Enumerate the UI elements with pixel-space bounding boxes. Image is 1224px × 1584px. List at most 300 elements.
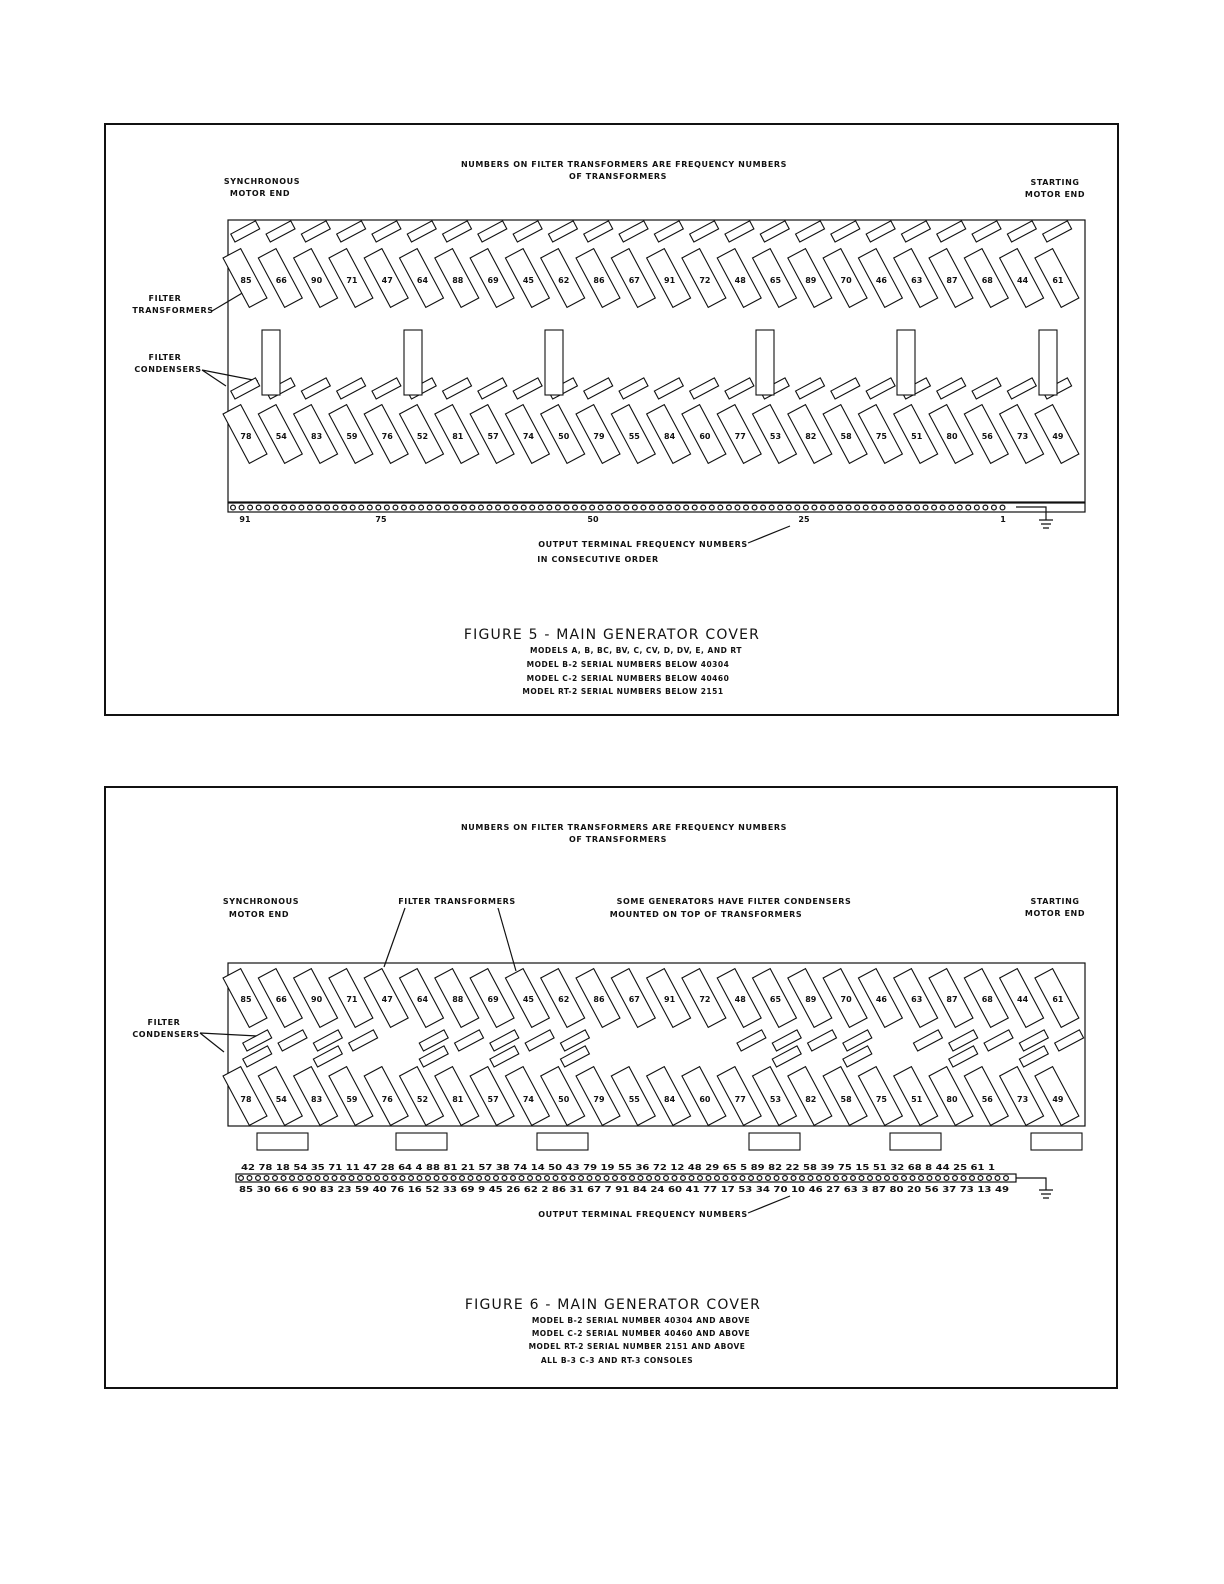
- fig5-ground-icon: [1016, 507, 1053, 528]
- fig5-terminal: [410, 505, 415, 510]
- fig5-terminal: [718, 505, 723, 510]
- fig5-terminal: [821, 505, 826, 510]
- fig5-terminal: [838, 505, 843, 510]
- fig5-terminal: [752, 505, 757, 510]
- fig5-terminal: [872, 505, 877, 510]
- fig6-top-number: 90: [311, 995, 323, 1004]
- fig6-terminal: [426, 1176, 431, 1181]
- fig6-bottom-number: 54: [275, 1095, 287, 1104]
- fig6-terminal: [273, 1176, 278, 1181]
- fig5-terminal: [632, 505, 637, 510]
- fig6-filter-transformers-label: FILTER TRANSFORMERS: [398, 897, 516, 906]
- fig6-top-number: 71: [346, 995, 358, 1004]
- fig5-terminal: [530, 505, 535, 510]
- fig5-terminal-marker-50: 50: [587, 515, 599, 524]
- fig6-bottom-number: 80: [946, 1095, 958, 1104]
- fig5-terminal: [342, 505, 347, 510]
- fig6-terminal: [502, 1176, 507, 1181]
- fig6-terminal: [553, 1176, 558, 1181]
- fig6-motor-end-right-label: MOTOR END: [1024, 909, 1086, 918]
- fig5-terminal: [556, 505, 561, 510]
- fig5-terminal: [667, 505, 672, 510]
- fig6-terminal: [1004, 1176, 1009, 1181]
- fig6-top-number: 91: [664, 995, 676, 1004]
- fig6-condenser-block: [749, 1133, 800, 1150]
- fig5-bottom-number: 57: [487, 432, 499, 441]
- fig5-top-number: 66: [275, 276, 287, 285]
- fig5-terminal: [444, 505, 449, 510]
- fig5-condenser-bottom: [866, 378, 895, 399]
- fig5-condenser-top: [407, 221, 436, 242]
- fig5-bottom-number: 60: [699, 432, 711, 441]
- fig5-top-number: 48: [734, 276, 746, 285]
- fig5-condenser-top: [266, 221, 295, 242]
- fig6-motor-end-left-label: MOTOR END: [228, 910, 290, 919]
- fig5-condenser-top: [796, 221, 825, 242]
- fig5-terminal: [992, 505, 997, 510]
- fig5-serial-2: MODEL C-2 SERIAL NUMBERS BELOW 40460: [526, 674, 730, 683]
- fig6-terminal: [485, 1176, 490, 1181]
- fig5-condenser-top: [831, 221, 860, 242]
- fig5-bottom-number: 76: [381, 432, 393, 441]
- fig5-bottom-number: 55: [628, 432, 640, 441]
- fig6-terminal: [281, 1176, 286, 1181]
- fig5-terminal: [273, 505, 278, 510]
- fig6-top-number: 64: [416, 995, 429, 1004]
- fig6-bottom-number: 78: [240, 1095, 252, 1104]
- fig5-terminal: [957, 505, 962, 510]
- fig5-bottom-number: 75: [875, 432, 887, 441]
- fig6-terminal: [477, 1176, 482, 1181]
- fig5-top-number: 63: [911, 276, 923, 285]
- fig5-terminal: [598, 505, 603, 510]
- fig5-terminal: [419, 505, 424, 510]
- fig5-condenser-bottom: [725, 378, 754, 399]
- fig6-serial-2: MODEL C-2 SERIAL NUMBER 40460 AND ABOVE: [531, 1329, 751, 1338]
- fig5-top-number: 86: [593, 276, 605, 285]
- fig5-condenser-top: [513, 221, 542, 242]
- fig5-header-line1: NUMBERS ON FILTER TRANSFORMERS ARE FREQUENCY NUMBERS: [460, 160, 788, 169]
- fig5-bottom-number: 53: [769, 432, 782, 441]
- fig5-top-number: 68: [981, 276, 993, 285]
- fig5-filter-condenser: [756, 330, 774, 395]
- fig5-filter-transformers-label1: FILTER: [148, 294, 182, 303]
- fig6-condenser-mid: [913, 1030, 942, 1051]
- fig5-condenser-bottom: [584, 378, 613, 399]
- fig6-top-number: 67: [628, 995, 640, 1004]
- fig5-condenser-top: [866, 221, 895, 242]
- fig6-bottom-number: 49: [1052, 1095, 1064, 1104]
- fig6-terminal: [774, 1176, 779, 1181]
- fig6-terminal-circles: [239, 1176, 1009, 1181]
- fig5-terminal: [607, 505, 612, 510]
- fig5-bottom-number: 82: [805, 432, 817, 441]
- fig5-condenser-top: [301, 221, 330, 242]
- fig6-terminal: [715, 1176, 720, 1181]
- fig6-terminal: [494, 1176, 499, 1181]
- fig6-terminal: [613, 1176, 618, 1181]
- fig5-terminal: [427, 505, 432, 510]
- fig6-bottom-number: 75: [875, 1095, 887, 1104]
- fig6-terminal: [528, 1176, 533, 1181]
- fig6-terminal: [953, 1176, 958, 1181]
- fig5-terminal-strip: [228, 503, 1085, 512]
- fig6-terminal: [264, 1176, 269, 1181]
- fig5-filter-condenser: [1039, 330, 1057, 395]
- fig6-condenser-mid: [278, 1030, 307, 1051]
- fig6-terminal: [366, 1176, 371, 1181]
- fig5-condenser-bottom: [972, 378, 1001, 399]
- fig6-terminal: [409, 1176, 414, 1181]
- fig6-terminal: [919, 1176, 924, 1181]
- fig5-condenser-bottom: [831, 378, 860, 399]
- fig6-bottom-number: 79: [593, 1095, 605, 1104]
- fig5-terminal: [769, 505, 774, 510]
- fig5-terminal: [658, 505, 663, 510]
- fig6-condenser-mid: [1055, 1030, 1084, 1051]
- fig5-terminal: [880, 505, 885, 510]
- fig6-terminal: [859, 1176, 864, 1181]
- fig5-condenser-bottom: [443, 378, 472, 399]
- fig6-terminal: [400, 1176, 405, 1181]
- fig5-transformer-bottom-78: [223, 378, 267, 464]
- fig5-terminal-circles: [231, 505, 1005, 510]
- fig5-condenser-bottom: [513, 378, 542, 399]
- fig6-top-number: 86: [593, 995, 605, 1004]
- fig5-terminal: [641, 505, 646, 510]
- fig5-top-number: 45: [522, 276, 534, 285]
- fig6-terminal: [732, 1176, 737, 1181]
- fig6-terminal: [757, 1176, 762, 1181]
- fig5-condenser-top: [1043, 221, 1072, 242]
- fig5-terminal: [521, 505, 526, 510]
- fig5-terminal: [581, 505, 586, 510]
- fig6-terminal: [562, 1176, 567, 1181]
- fig5-bottom-number: 49: [1052, 432, 1064, 441]
- fig6-terminal: [868, 1176, 873, 1181]
- fig6-terminal: [817, 1176, 822, 1181]
- fig6-bottom-number: 60: [699, 1095, 711, 1104]
- fig5-terminal: [650, 505, 655, 510]
- fig6-bottom-number: 52: [416, 1095, 429, 1104]
- fig5-terminal-note-line2: IN CONSECUTIVE ORDER: [537, 555, 659, 564]
- fig5-terminal: [316, 505, 321, 510]
- fig5-top-number: 69: [487, 276, 499, 285]
- fig6-transformer-array: [223, 969, 1084, 1126]
- fig5-filter-condenser: [404, 330, 422, 395]
- fig5-condenser-bottom: [796, 378, 825, 399]
- fig5-terminal: [547, 505, 552, 510]
- fig5-bottom-number: 73: [1017, 432, 1029, 441]
- fig6-terminal: [375, 1176, 380, 1181]
- fig5-bottom-number: 80: [946, 432, 958, 441]
- fig5-condenser-top: [372, 221, 401, 242]
- fig5-condenser-bottom: [231, 378, 260, 399]
- fig6-terminal: [332, 1176, 337, 1181]
- fig5-top-number: 89: [805, 276, 817, 285]
- fig5-condenser-bottom: [478, 378, 507, 399]
- fig6-terminal: [893, 1176, 898, 1181]
- fig6-top-number: 72: [699, 995, 711, 1004]
- fig6-bottom-number: 76: [381, 1095, 393, 1104]
- fig6-terminal: [842, 1176, 847, 1181]
- fig5-top-number: 85: [240, 276, 252, 285]
- fig5-terminal: [393, 505, 398, 510]
- fig5-bottom-number: 50: [558, 432, 570, 441]
- fig6-terminal: [247, 1176, 252, 1181]
- fig5-terminal: [949, 505, 954, 510]
- fig5-top-number: 87: [946, 276, 958, 285]
- fig6-terminal: [290, 1176, 295, 1181]
- fig5-bottom-number: 54: [275, 432, 287, 441]
- fig5-top-number: 88: [452, 276, 464, 285]
- fig6-terminal: [766, 1176, 771, 1181]
- fig6-terminal: [621, 1176, 626, 1181]
- fig6-bottom-number: 57: [487, 1095, 499, 1104]
- fig6-terminal: [307, 1176, 312, 1181]
- fig5-bottom-number: 59: [346, 432, 358, 441]
- fig6-terminal: [944, 1176, 949, 1181]
- fig6-bottom-number: 58: [840, 1095, 852, 1104]
- fig5-terminal: [239, 505, 244, 510]
- fig5-condenser-top: [760, 221, 789, 242]
- fig6-terminal: [460, 1176, 465, 1181]
- fig5-terminal: [966, 505, 971, 510]
- fig5-terminal: [803, 505, 808, 510]
- fig5-terminal: [325, 505, 330, 510]
- fig6-bottom-number: 73: [1017, 1095, 1029, 1104]
- fig6-terminal: [341, 1176, 346, 1181]
- fig6-top-number: 47: [381, 995, 393, 1004]
- fig6-terminal: [834, 1176, 839, 1181]
- fig5-terminal: [299, 505, 304, 510]
- fig5-terminal: [684, 505, 689, 510]
- fig5-models: MODELS A, B, BC, BV, C, CV, D, DV, E, AND RT: [530, 646, 742, 655]
- fig5-terminal: [231, 505, 236, 510]
- fig5-bottom-number: 78: [240, 432, 252, 441]
- fig6-terminal: [723, 1176, 728, 1181]
- fig5-terminal: [265, 505, 270, 510]
- fig5-top-number: 90: [311, 276, 323, 285]
- fig5-filter-condenser: [545, 330, 563, 395]
- fig6-terminal: [681, 1176, 686, 1181]
- fig6-top-number: 87: [946, 995, 958, 1004]
- fig5-bottom-number: 51: [911, 432, 923, 441]
- fig5-terminal-note-arrow: [748, 526, 790, 543]
- fig5-terminal: [282, 505, 287, 510]
- fig5-bottom-number: 52: [416, 432, 429, 441]
- fig6-condenser-block: [1031, 1133, 1082, 1150]
- fig5-terminal: [863, 505, 868, 510]
- fig5-top-number: 70: [840, 276, 852, 285]
- fig6-bottom-number: 84: [664, 1095, 676, 1104]
- fig5-condenser-bottom: [301, 378, 330, 399]
- fig5-motor-end-left-label: MOTOR END: [229, 189, 291, 198]
- fig5-terminal: [333, 505, 338, 510]
- fig5-bottom-number: 77: [734, 432, 746, 441]
- fig5-terminal: [675, 505, 680, 510]
- fig6-terminal: [706, 1176, 711, 1181]
- fig6-terminal: [655, 1176, 660, 1181]
- fig6-terminal: [885, 1176, 890, 1181]
- fig6-bottom-number: 56: [981, 1095, 993, 1104]
- fig6-top-number: 65: [769, 995, 782, 1004]
- fig6-terminal: [315, 1176, 320, 1181]
- fig6-top-number: 62: [558, 995, 570, 1004]
- fig5-condenser-bottom: [337, 378, 366, 399]
- fig6-top-number: 85: [240, 995, 252, 1004]
- fig6-top-number: 44: [1017, 995, 1029, 1004]
- fig5-condenser-top: [725, 221, 754, 242]
- fig5-condenser-bottom: [654, 378, 683, 399]
- fig5-filter-condensers-label2: CONDENSERS: [134, 365, 202, 374]
- fig5-terminal: [923, 505, 928, 510]
- fig5-terminal: [906, 505, 911, 510]
- fig6-terminal: [808, 1176, 813, 1181]
- fig5-synchronous-label: SYNCHRONOUS: [223, 177, 301, 186]
- fig6-top-number: 48: [734, 995, 746, 1004]
- fig5-terminal: [778, 505, 783, 510]
- fig5-condenser-top: [584, 221, 613, 242]
- fig5-terminal: [367, 505, 372, 510]
- fig5-terminal: [744, 505, 749, 510]
- fig5-terminal: [470, 505, 475, 510]
- fig6-bottom-number: 55: [628, 1095, 640, 1104]
- fig6-terminal: [630, 1176, 635, 1181]
- fig6-terminal: [936, 1176, 941, 1181]
- fig6-terminal-note: OUTPUT TERMINAL FREQUENCY NUMBERS: [538, 1210, 748, 1219]
- fig6-condenser-mid: [455, 1030, 484, 1051]
- figure-6: [105, 787, 1117, 1388]
- fig5-condenser-bottom: [619, 378, 648, 399]
- fig5-bottom-number: 79: [593, 432, 605, 441]
- fig5-terminal: [709, 505, 714, 510]
- fig5-terminal: [1000, 505, 1005, 510]
- fig6-terminal: [970, 1176, 975, 1181]
- fig6-top-number: 68: [981, 995, 993, 1004]
- fig5-terminal: [350, 505, 355, 510]
- fig5-terminal: [983, 505, 988, 510]
- fig5-terminal: [624, 505, 629, 510]
- fig5-terminal: [504, 505, 509, 510]
- fig5-condenser-bottom: [937, 378, 966, 399]
- fig5-transformer-top-85: [223, 221, 267, 308]
- fig6-condenser-mid: [349, 1030, 378, 1051]
- fig5-top-number: 71: [346, 276, 358, 285]
- fig5-terminal: [308, 505, 313, 510]
- fig5-condenser-top: [972, 221, 1001, 242]
- fig6-terminal: [604, 1176, 609, 1181]
- fig5-terminal: [436, 505, 441, 510]
- fig5-terminal: [513, 505, 518, 510]
- fig5-bottom-number: 56: [981, 432, 993, 441]
- fig6-serial-1: MODEL B-2 SERIAL NUMBER 40304 AND ABOVE: [531, 1316, 751, 1325]
- fig6-caption: FIGURE 6 - MAIN GENERATOR COVER: [464, 1297, 762, 1313]
- fig6-terminal: [468, 1176, 473, 1181]
- fig5-terminal: [701, 505, 706, 510]
- fig6-top-number: 69: [487, 995, 499, 1004]
- fig5-bottom-number: 81: [452, 432, 464, 441]
- fig6-filter-condensers-label1: FILTER: [147, 1018, 181, 1027]
- fig5-terminal: [256, 505, 261, 510]
- fig6-terminal: [596, 1176, 601, 1181]
- fig6-terminal: [927, 1176, 932, 1181]
- fig5-serial-3: MODEL RT-2 SERIAL NUMBERS BELOW 2151: [522, 687, 724, 696]
- fig5-bottom-number: 83: [311, 432, 323, 441]
- fig5-terminal: [538, 505, 543, 510]
- fig5-bottom-number: 58: [840, 432, 852, 441]
- fig5-terminal: [385, 505, 390, 510]
- fig6-top-number: 66: [275, 995, 287, 1004]
- fig6-terminal: [825, 1176, 830, 1181]
- fig6-condenser-mid: [737, 1030, 766, 1051]
- fig5-terminal: [290, 505, 295, 510]
- fig6-terminal: [647, 1176, 652, 1181]
- fig6-terminal: [443, 1176, 448, 1181]
- figure-5: [105, 124, 1118, 715]
- fig5-terminal-marker-91: 91: [239, 515, 251, 524]
- fig6-bottom-number: 82: [805, 1095, 817, 1104]
- fig5-terminal: [376, 505, 381, 510]
- fig6-bottom-number: 83: [311, 1095, 323, 1104]
- fig6-serial-4: ALL B-3 C-3 AND RT-3 CONSOLES: [540, 1356, 694, 1365]
- fig6-top-number: 46: [875, 995, 887, 1004]
- fig5-terminal: [974, 505, 979, 510]
- fig5-condenser-top: [937, 221, 966, 242]
- fig6-terminal: [800, 1176, 805, 1181]
- fig6-condenser-mid: [808, 1030, 837, 1051]
- fig6-top-number: 63: [911, 995, 923, 1004]
- fig6-bottom-number: 53: [769, 1095, 782, 1104]
- fig6-terminal: [579, 1176, 584, 1181]
- fig6-condenser-mid: [525, 1030, 554, 1051]
- fig5-caption: FIGURE 5 - MAIN GENERATOR COVER: [463, 627, 761, 643]
- fig5-terminal: [898, 505, 903, 510]
- fig6-terminal: [876, 1176, 881, 1181]
- fig5-terminal: [453, 505, 458, 510]
- fig5-terminal: [727, 505, 732, 510]
- fig5-terminal: [932, 505, 937, 510]
- fig5-filter-transformers-label2: TRANSFORMERS: [132, 306, 214, 315]
- fig6-serial-3: MODEL RT-2 SERIAL NUMBER 2151 AND ABOVE: [528, 1342, 746, 1351]
- fig5-condenser-top: [443, 221, 472, 242]
- fig5-terminal: [461, 505, 466, 510]
- fig5-condenser-top: [901, 221, 930, 242]
- fig5-condenser-bottom: [690, 378, 719, 399]
- fig6-header-line2: OF TRANSFORMERS: [568, 835, 668, 844]
- fig6-condenser-block: [890, 1133, 941, 1150]
- fig6-terminal: [902, 1176, 907, 1181]
- fig6-terminal: [570, 1176, 575, 1181]
- fig5-serial-1: MODEL B-2 SERIAL NUMBERS BELOW 40304: [526, 660, 730, 669]
- fig6-terminal: [740, 1176, 745, 1181]
- fig6-terminal: [587, 1176, 592, 1181]
- fig6-note-line1: SOME GENERATORS HAVE FILTER CONDENSERS: [616, 897, 852, 906]
- fig6-terminal: [783, 1176, 788, 1181]
- fig6-bottom-number: 81: [452, 1095, 464, 1104]
- fig6-header-line1: NUMBERS ON FILTER TRANSFORMERS ARE FREQUENCY NUMBERS: [460, 823, 788, 832]
- fig6-terminal: [791, 1176, 796, 1181]
- fig6-terminal: [392, 1176, 397, 1181]
- fig5-condenser-top: [337, 221, 366, 242]
- fig5-filter-condenser: [262, 330, 280, 395]
- fig6-terminal: [256, 1176, 261, 1181]
- fig5-condenser-top: [619, 221, 648, 242]
- fig5-terminal: [829, 505, 834, 510]
- fig6-top-number: 88: [452, 995, 464, 1004]
- fig5-starting-label: STARTING: [1030, 178, 1080, 187]
- fig5-terminal: [855, 505, 860, 510]
